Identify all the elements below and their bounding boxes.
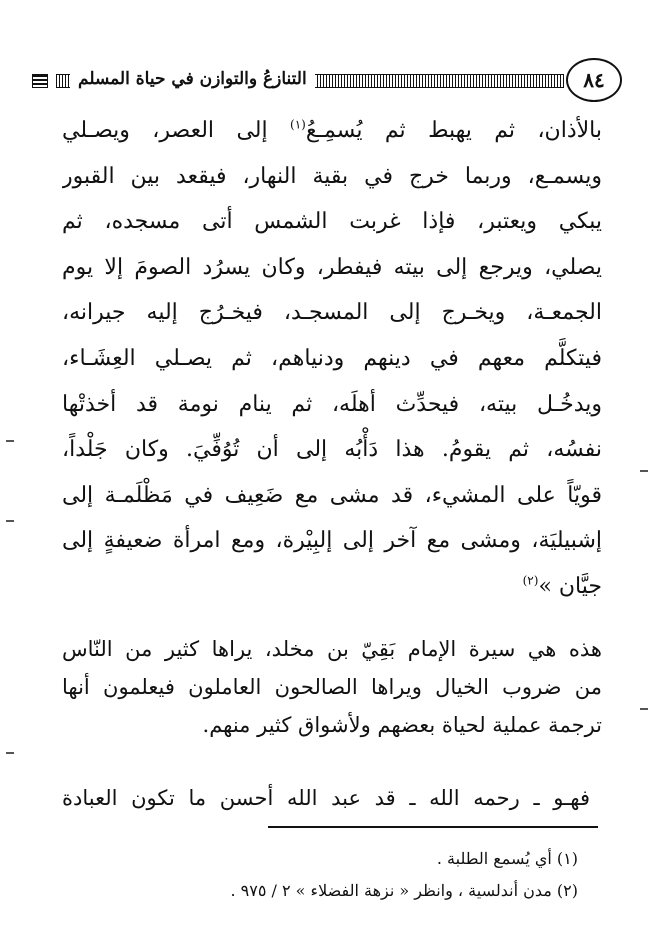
text-line: ترجمة عملية لحياة بعضهم ولأشواق كثير منهم. (202, 713, 602, 737)
footnote-divider (268, 826, 598, 828)
scan-edge-mark (6, 752, 14, 754)
text-line-start: بالأذان، ثم يهبط ثم يُسمِـعُ (305, 118, 602, 143)
text-line: يبكي ويعتبر، فإذا غربت الشمس أتى مسجده، ثم (62, 209, 602, 235)
scan-edge-mark (6, 520, 14, 522)
text-line: فهـو ـ رحمه الله ـ قد عبد الله أحسن ما تكون العبادة (62, 786, 590, 810)
text-line (62, 108, 602, 154)
text-line: إشبيليَة، ومشى مع آخر إلى إلبِيْرة، ومع امرأة ضعيفةٍ إلى (62, 528, 602, 554)
text-line: ويسمـع، وربما خرج في بقية النهار، فيقعد بين القبور (62, 163, 602, 189)
text-line (62, 564, 602, 610)
scan-edge-mark (640, 708, 648, 710)
footnotes (120, 843, 578, 907)
page-header (30, 58, 622, 102)
running-title: التنازعُ والتوازن في حياة المسلم (70, 64, 315, 94)
third-paragraph (62, 778, 590, 818)
page-number: ٨٤ (566, 58, 622, 102)
text-line: قويّاً على المشيء، قد مشى مع ضَعِيف في مَظْلَمـة إلى (62, 482, 602, 508)
text-line: هذه هي سيرة الإمام بَقِيّ بن مخلد، يراها كثير من النّاس (62, 637, 602, 661)
footnote-ref: (٢) (522, 573, 539, 588)
main-paragraph (62, 108, 602, 610)
scan-edge-mark (640, 470, 648, 472)
text-line: الجمعـة، ويخـرج إلى المسجـد، فيخـرُج إليه جيرانه، (62, 300, 602, 326)
text-line: نفسُه، ثم يقومُ. هذا دَأْبُه إلى أن تُوُفِّيَ. وكان جَلْداً، (62, 437, 602, 463)
second-paragraph (62, 630, 602, 744)
header-ornament-icon (32, 74, 48, 88)
text-line-start: جيَّان » (538, 573, 602, 599)
text-line: يصلي، ويرجع إلى بيته فيفطر، وكان يسرُد الصومَ إلا يوم (62, 254, 602, 280)
footnote-1: (١) أي يُسمع الطلبة . (436, 849, 578, 868)
text-line: ويدخُـل بيته، فيحدِّث أهلَه، ثم ينام نومة قد أخذتْها (62, 391, 602, 417)
footnote-ref: (١) (290, 117, 306, 132)
text-line: فيتكلَّم معهم في دينهم ودنياهم، ثم يصـلي العِشَـاء، (62, 345, 602, 371)
text-line-end: إلى العصر، ويصـلي (62, 118, 291, 143)
footnote-2: (٢) مدن أندلسية ، وانظر « نزهة الفضلاء » ٢ / ٩٧٥ . (230, 881, 578, 900)
scan-edge-mark (6, 440, 14, 442)
text-line: من ضروب الخيال ويراها الصالحون العاملون فيعلمون أنها (62, 675, 602, 699)
